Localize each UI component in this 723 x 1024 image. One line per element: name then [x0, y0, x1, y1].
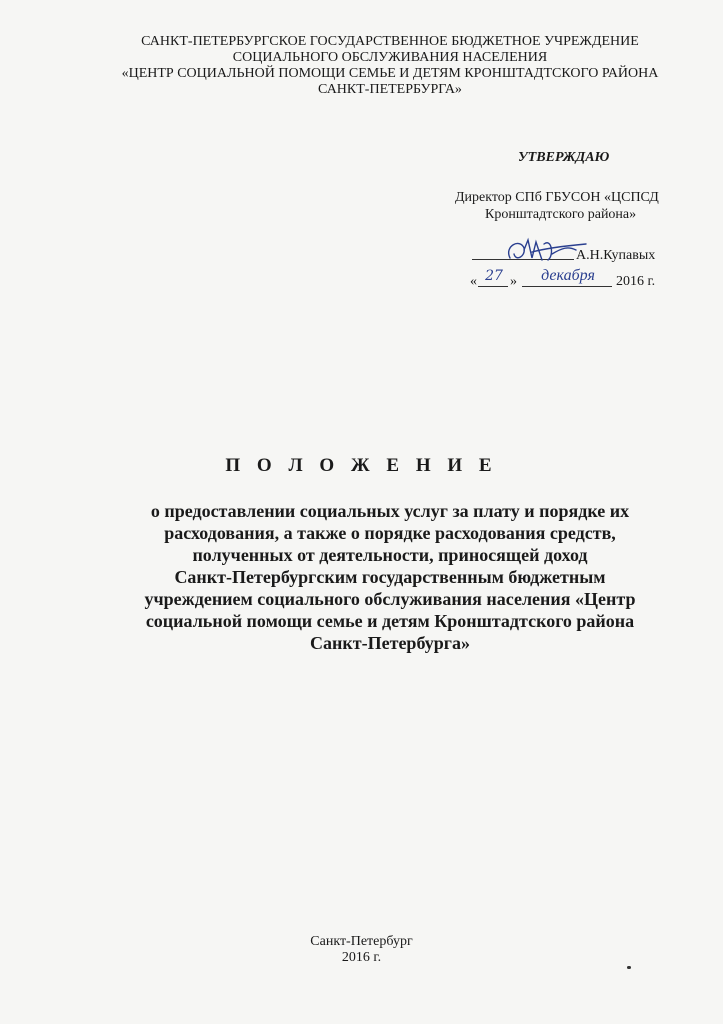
date-day: 27 — [485, 268, 503, 284]
approval-title: УТВЕРЖДАЮ — [518, 150, 610, 165]
organization-header — [60, 34, 720, 98]
subtitle-line: о предоставлении социальных услуг за плату и порядке их — [150, 501, 630, 521]
approval-date — [470, 267, 723, 298]
date-close-quote: » — [510, 274, 517, 289]
director-position-line1: Директор СПб ГБУСОН «ЦСПСД — [455, 190, 659, 205]
date-open-quote: « — [470, 274, 477, 289]
date-month-underline — [522, 286, 612, 287]
footer-year: 2016 г. — [341, 950, 382, 965]
director-position-line2: Кронштадтского района» — [485, 207, 637, 222]
document-subtitle — [80, 500, 700, 654]
subtitle-line: полученных от деятельности, приносящей доход — [192, 545, 588, 565]
subtitle-line: учреждением социального обслуживания населения «Центр — [144, 589, 636, 609]
date-year: 2016 г. — [616, 274, 656, 289]
subtitle-line: Санкт-Петербургским государственным бюджетным — [174, 567, 606, 587]
scan-speck — [627, 966, 631, 969]
document-title: П О Л О Ж Е Н И Е — [225, 455, 498, 476]
date-day-underline — [478, 286, 508, 287]
director-name: А.Н.Купавых — [576, 248, 656, 263]
document-footer — [0, 934, 723, 966]
subtitle-line: Санкт-Петербурга» — [310, 633, 470, 653]
subtitle-line: расходования, а также о порядке расходования средств, — [164, 523, 616, 543]
header-line: САНКТ-ПЕТЕРБУРГСКОЕ ГОСУДАРСТВЕННОЕ БЮДЖЕТНОЕ УЧРЕЖДЕНИЕ — [141, 34, 639, 49]
footer-city: Санкт-Петербург — [310, 934, 413, 949]
header-line: СОЦИАЛЬНОГО ОБСЛУЖИВАНИЯ НАСЕЛЕНИЯ — [232, 50, 548, 65]
header-line: САНКТ-ПЕТЕРБУРГА» — [318, 82, 462, 97]
subtitle-line: социальной помощи семье и детям Кронштадтского района — [145, 611, 635, 631]
date-month: декабря — [541, 267, 595, 284]
header-line: «ЦЕНТР СОЦИАЛЬНОЙ ПОМОЩИ СЕМЬЕ И ДЕТЯМ КРОНШТАДТСКОГО РАЙОНА — [121, 66, 659, 81]
